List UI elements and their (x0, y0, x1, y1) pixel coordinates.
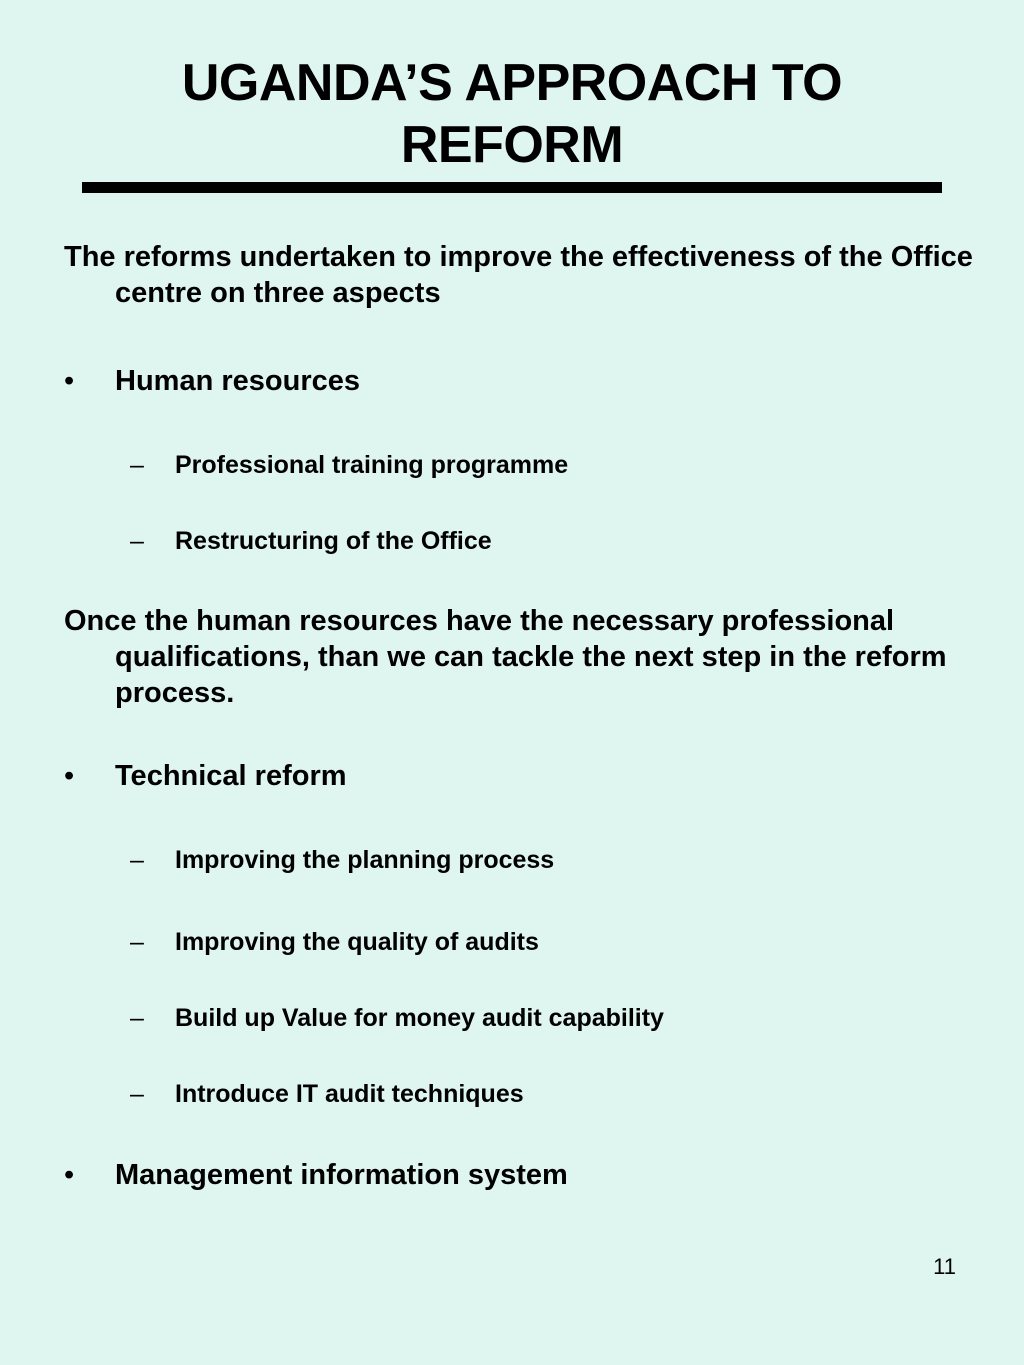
intro-paragraph: The reforms undertaken to improve the effectiveness of the Office centre on three aspects (64, 241, 973, 309)
dash-glyph: – (130, 1004, 144, 1032)
bullet-label: Management information system (115, 1159, 568, 1191)
dash-glyph: – (130, 1080, 144, 1108)
bullet-glyph: • (64, 1159, 75, 1191)
dash-glyph: – (130, 451, 144, 479)
sub-item-label: Improving the planning process (175, 846, 555, 874)
slide-title: UGANDA’S APPROACH TO REFORM (181, 54, 843, 174)
dash-glyph: – (130, 846, 144, 874)
bullet-label: Human resources (115, 365, 360, 397)
dash-glyph: – (130, 527, 144, 555)
dash-glyph: – (130, 928, 144, 956)
transition-paragraph: Once the human resources have the necessary professional qualifications, than we can tackle the next step in the reform process. (64, 605, 947, 709)
bullet-glyph: • (64, 760, 75, 792)
page-number: 11 (933, 1254, 956, 1279)
sub-item-label: Build up Value for money audit capability (175, 1004, 664, 1032)
bullet-glyph: • (64, 365, 75, 397)
sub-item-label: Improving the quality of audits (175, 928, 539, 956)
sub-item-label: Professional training programme (175, 451, 569, 479)
bullet-label: Technical reform (115, 760, 347, 792)
sub-item-label: Introduce IT audit techniques (175, 1080, 524, 1108)
title-underline (82, 182, 942, 193)
sub-item-label: Restructuring of the Office (175, 527, 492, 555)
